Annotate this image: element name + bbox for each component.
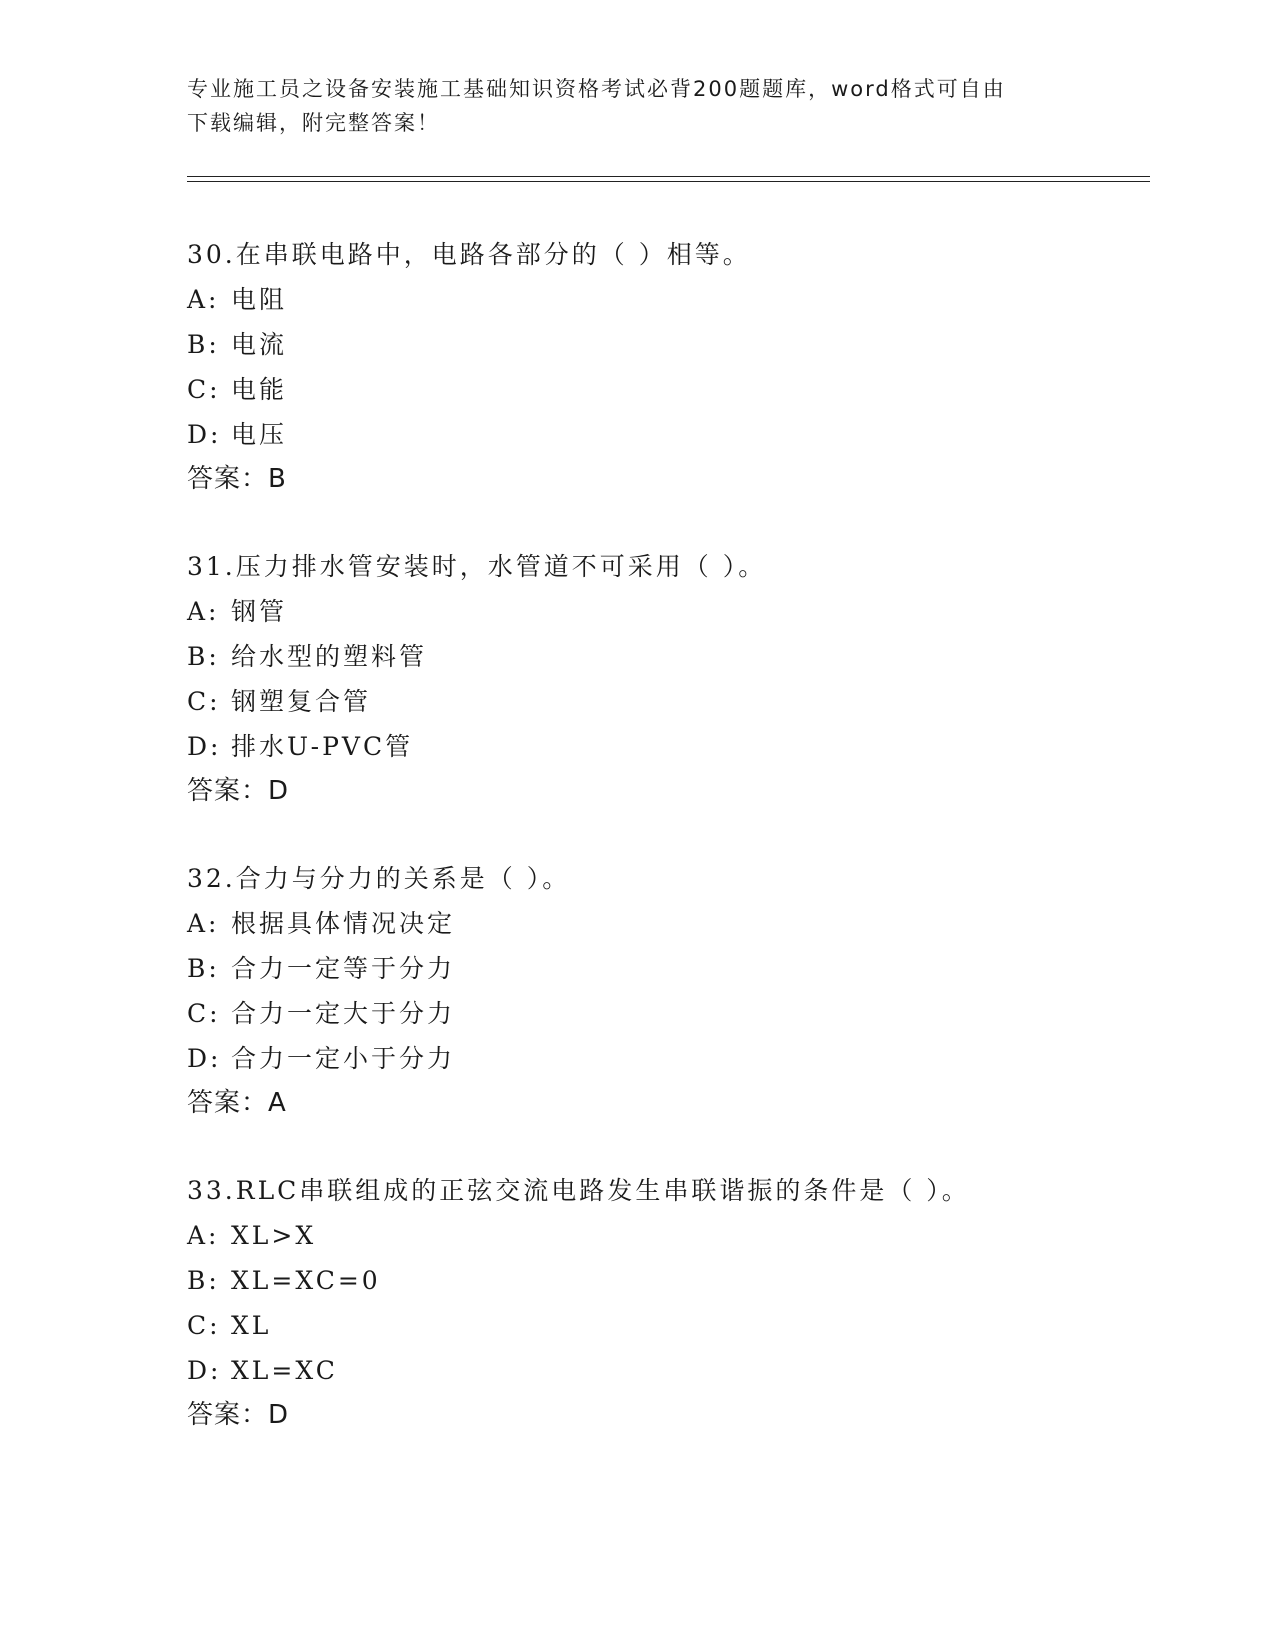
option-key: C:: [187, 375, 221, 404]
answer-label: 答案：A: [187, 1088, 287, 1118]
question-33: [187, 1168, 1147, 1438]
option-b: [187, 1258, 1147, 1303]
option-key: A:: [187, 909, 220, 938]
answer-label: 答案：B: [187, 464, 287, 494]
question-stem: 30.在串联电路中，电路各部分的（ ）相等。: [187, 240, 751, 269]
header-title-line-2: 下载编辑，附完整答案！: [187, 111, 440, 135]
option-key: C:: [187, 687, 221, 716]
option-key: D:: [187, 732, 222, 761]
option-text: 合力一定等于分力: [231, 954, 456, 983]
option-text: 电压: [231, 420, 288, 449]
document-header: [187, 72, 1067, 140]
option-key: B:: [187, 954, 220, 983]
question-stem: 33.RLC串联组成的正弦交流电路发生串联谐振的条件是（ ）。: [187, 1176, 970, 1205]
option-text: 钢管: [231, 597, 288, 626]
question-31: [187, 544, 1147, 814]
option-a: [187, 589, 1147, 634]
option-text: 电能: [231, 375, 288, 404]
option-key: D:: [187, 1356, 222, 1385]
option-key: B:: [187, 642, 220, 671]
option-key: C:: [187, 999, 221, 1028]
option-key: A:: [187, 1221, 220, 1250]
option-text: XL>X: [231, 1221, 317, 1250]
option-text: 电阻: [231, 285, 288, 314]
option-text: XL=XC: [231, 1356, 338, 1385]
option-b: [187, 946, 1147, 991]
option-c: [187, 679, 1147, 724]
option-key: B:: [187, 1266, 220, 1295]
question-32: [187, 856, 1147, 1126]
question-30: [187, 232, 1147, 502]
option-c: [187, 991, 1147, 1036]
answer-label: 答案：D: [187, 1400, 290, 1430]
option-b: [187, 322, 1147, 367]
header-title-line-1: 专业施工员之设备安装施工基础知识资格考试必背200题题库，word格式可自由: [187, 77, 1006, 101]
option-text: 合力一定大于分力: [231, 999, 456, 1028]
question-list: [187, 232, 1147, 1480]
option-c: [187, 1303, 1147, 1348]
option-key: C:: [187, 1311, 221, 1340]
option-a: [187, 1213, 1147, 1258]
option-text: 电流: [231, 330, 288, 359]
option-d: [187, 1036, 1147, 1081]
option-key: D:: [187, 420, 222, 449]
header-divider-top: [187, 176, 1150, 177]
answer-label: 答案：D: [187, 776, 290, 806]
option-text: 钢塑复合管: [231, 687, 372, 716]
question-stem: 32.合力与分力的关系是（ ）。: [187, 864, 571, 893]
question-stem: 31.压力排水管安装时，水管道不可采用（ ）。: [187, 552, 767, 581]
option-d: [187, 724, 1147, 769]
option-key: A:: [187, 285, 220, 314]
option-a: [187, 901, 1147, 946]
option-c: [187, 367, 1147, 412]
option-text: 合力一定小于分力: [231, 1044, 456, 1073]
option-key: A:: [187, 597, 220, 626]
header-divider-bottom: [187, 181, 1150, 182]
option-text: 给水型的塑料管: [231, 642, 428, 671]
option-d: [187, 412, 1147, 457]
option-a: [187, 277, 1147, 322]
option-text: 根据具体情况决定: [231, 909, 456, 938]
option-d: [187, 1348, 1147, 1393]
option-key: B:: [187, 330, 220, 359]
option-text: 排水U-PVC管: [231, 732, 414, 761]
option-text: XL=XC=0: [231, 1266, 381, 1295]
option-b: [187, 634, 1147, 679]
option-text: XL: [231, 1311, 272, 1340]
option-key: D:: [187, 1044, 222, 1073]
